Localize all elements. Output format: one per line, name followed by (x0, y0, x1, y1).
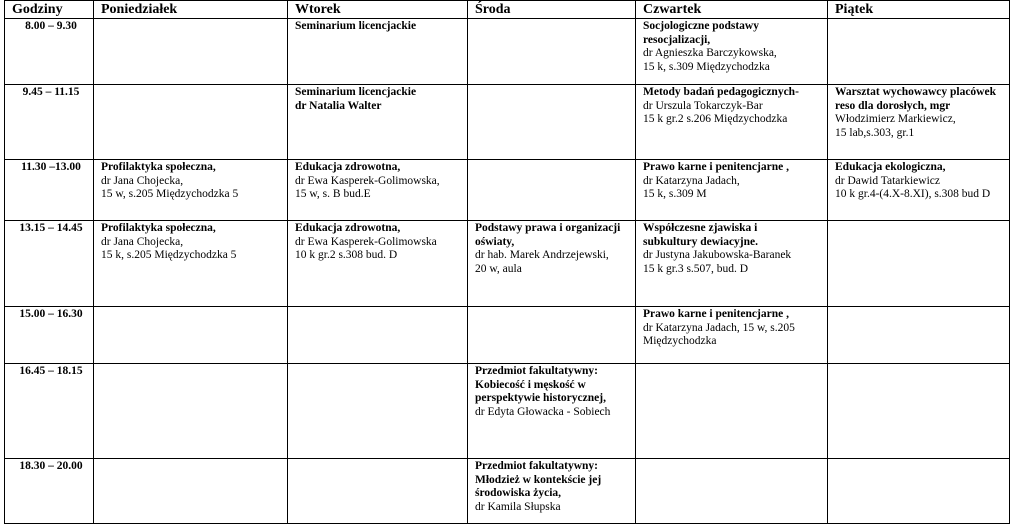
course-detail-line: dr Urszula Tokarczyk-Bar (643, 99, 763, 112)
course-detail-line: dr Ewa Kasperek-Golimowska (295, 235, 437, 248)
schedule-row (5, 221, 1010, 307)
course-title-line: Prawo karne i penitencjarne , (643, 308, 789, 320)
course-title-line: Prawo karne i penitencjarne , (643, 161, 789, 173)
class-cell-tuesday (288, 19, 468, 85)
header-row (5, 1, 1010, 19)
course-detail-line: 15 w, s. B bud.E (295, 188, 371, 201)
class-cell-wednesday (468, 307, 636, 364)
header-friday: Piątek (828, 1, 1010, 19)
class-cell-friday (828, 160, 1010, 221)
class-cell-friday (828, 19, 1010, 85)
course-title-line: perspektywie historycznej, (475, 392, 606, 405)
course-detail-line: 15 k, s.309 M (643, 188, 707, 201)
course-title-line: reso dla dorosłych, mgr (835, 99, 951, 112)
class-cell-tuesday (288, 307, 468, 364)
class-cell-wednesday (468, 85, 636, 160)
course-title-line: Edukacja ekologiczna, (835, 161, 946, 173)
course-title-line: Seminarium licencjackie (295, 20, 417, 32)
course-title-line: Przedmiot fakultatywny: (475, 460, 598, 472)
schedule-row (5, 307, 1010, 364)
class-cell-thursday (636, 221, 828, 307)
course-detail-line: dr Agnieszka Barczykowska, (643, 47, 777, 60)
time-slot: 15.00 – 16.30 (5, 307, 94, 364)
time-slot: 18.30 – 20.00 (5, 459, 94, 524)
course-detail-line: Włodzimierz Markiewicz, (835, 113, 956, 126)
course-title-line: Edukacja zdrowotna, (295, 161, 401, 173)
class-cell-thursday (636, 160, 828, 221)
class-cell-monday (94, 85, 288, 160)
course-detail-line: dr Katarzyna Jadach, (643, 174, 740, 187)
time-slot: 9.45 – 11.15 (5, 85, 94, 160)
class-cell-thursday (636, 364, 828, 459)
course-detail-line: 10 k gr.2 s.308 bud. D (295, 249, 398, 262)
course-title-line: Przedmiot fakultatywny: (475, 365, 598, 377)
course-title-line: Edukacja zdrowotna, (295, 222, 401, 234)
class-cell-monday (94, 221, 288, 307)
class-cell-wednesday (468, 221, 636, 307)
time-slot: 13.15 – 14.45 (5, 221, 94, 307)
header-hours: Godziny (5, 1, 94, 19)
class-cell-monday (94, 307, 288, 364)
class-cell-tuesday (288, 85, 468, 160)
schedule-row (5, 364, 1010, 459)
class-cell-friday (828, 85, 1010, 160)
course-title-line: Kobiecość i męskość w (475, 378, 586, 391)
class-cell-thursday (636, 19, 828, 85)
course-detail-line: 15 k gr.3 s.507, bud. D (643, 262, 749, 275)
course-detail-line: dr Kamila Słupska (475, 500, 561, 513)
class-cell-monday (94, 19, 288, 85)
class-cell-friday (828, 307, 1010, 364)
class-cell-thursday (636, 459, 828, 524)
course-detail-line: dr Katarzyna Jadach, 15 w, s.205 (643, 321, 795, 334)
course-detail-line: dr Jana Chojecka, (101, 235, 184, 248)
class-cell-tuesday (288, 160, 468, 221)
course-title-line: Profilaktyka społeczna, (101, 222, 216, 234)
header-tuesday: Wtorek (288, 1, 468, 19)
course-detail-line: 15 k gr.2 s.206 Międzychodzka (643, 113, 788, 126)
class-cell-wednesday (468, 364, 636, 459)
schedule-row (5, 19, 1010, 85)
class-cell-tuesday (288, 364, 468, 459)
course-detail-line: 10 k gr.4-(4.X-8.XI), s.308 bud D (835, 188, 991, 201)
class-cell-wednesday (468, 160, 636, 221)
class-cell-wednesday (468, 19, 636, 85)
course-detail-line: 15 lab,s.303, gr.1 (835, 126, 915, 139)
course-title-line: Młodzież w kontekście jej (475, 473, 602, 486)
course-detail-line: dr Jana Chojecka, (101, 174, 184, 187)
course-title-line: Seminarium licencjackie (295, 86, 417, 98)
course-detail-line: 20 w, aula (475, 262, 522, 275)
class-cell-thursday (636, 85, 828, 160)
course-detail-line: dr Dawid Tatarkiewicz (835, 174, 940, 187)
time-slot: 8.00 – 9.30 (5, 19, 94, 85)
class-cell-tuesday (288, 459, 468, 524)
class-cell-thursday (636, 307, 828, 364)
header-thursday: Czwartek (636, 1, 828, 19)
schedule-row (5, 160, 1010, 221)
course-title-line: Metody badań pedagogicznych- (643, 86, 799, 98)
course-title-line: Profilaktyka społeczna, (101, 161, 216, 173)
course-title-line: Socjologiczne podstawy (643, 20, 759, 32)
course-detail-line: 15 k, s.309 Międzychodzka (643, 60, 770, 73)
course-title-line: resocjalizacji, (643, 33, 711, 46)
class-cell-friday (828, 459, 1010, 524)
course-title-line: oświaty, (475, 235, 515, 248)
class-cell-friday (828, 364, 1010, 459)
course-detail-line: 15 w, s.205 Międzychodzka 5 (101, 188, 239, 201)
course-detail-line: dr Edyta Głowacka - Sobiech (475, 405, 611, 418)
class-cell-monday (94, 459, 288, 524)
course-title-line: subkultury dewiacyjne. (643, 235, 759, 248)
time-slot: 11.30 –13.00 (5, 160, 94, 221)
header-monday: Poniedziałek (94, 1, 288, 19)
course-detail-line: 15 k, s.205 Międzychodzka 5 (101, 249, 237, 262)
header-wednesday: Środa (468, 1, 636, 19)
class-cell-monday (94, 364, 288, 459)
course-title-line: środowiska życia, (475, 487, 562, 500)
class-cell-wednesday (468, 459, 636, 524)
time-slot: 16.45 – 18.15 (5, 364, 94, 459)
course-title-line: Podstawy prawa i organizacji (475, 222, 621, 234)
course-title-line: Warsztat wychowawcy placówek (835, 86, 996, 98)
course-detail-line: dr Ewa Kasperek-Golimowska, (295, 174, 440, 187)
schedule-row (5, 459, 1010, 524)
class-cell-monday (94, 160, 288, 221)
course-detail-line: dr Justyna Jakubowska-Baranek (643, 249, 792, 262)
schedule-row (5, 85, 1010, 160)
schedule-table (4, 0, 1010, 524)
schedule-body (5, 19, 1010, 524)
course-title-line: Współczesne zjawiska i (643, 222, 758, 234)
class-cell-tuesday (288, 221, 468, 307)
course-detail-line: dr hab. Marek Andrzejewski, (475, 249, 609, 262)
class-cell-friday (828, 221, 1010, 307)
course-detail-line: Międzychodzka (643, 335, 717, 348)
course-title-line: dr Natalia Walter (295, 99, 382, 112)
